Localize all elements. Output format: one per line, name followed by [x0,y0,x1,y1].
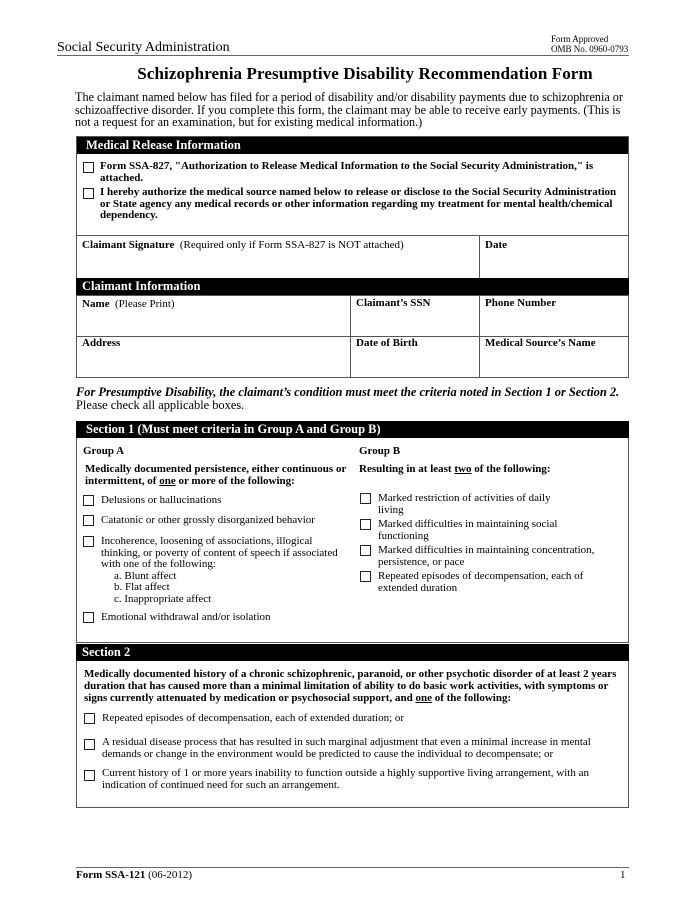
checkbox-catatonic[interactable] [83,515,94,526]
section2-heading: Section 2 [76,644,629,661]
group-a-option [83,515,348,527]
header-divider [57,55,629,56]
group-a-description [85,463,350,487]
claimant-signature-field[interactable] [82,239,404,251]
name-field[interactable] [82,298,175,310]
group-b-option [360,519,620,542]
intro-paragraph: The claimant named below has filed for a period of disability and/or disability payments due to schizophrenia or schizoaffective disorder. If you complete this form, the claimant may be able to receive early payments. (This is not a request for an examination, but for existing medical information.) [75,90,623,129]
form-revision-date: (06-2012) [148,869,193,881]
option-label: Marked difficulties in maintaining concentration, persistence, or pace [378,544,595,568]
name-label: Name [82,298,110,310]
group-a-title: Group A [83,445,125,457]
section1-box [76,438,629,643]
option-label: Repeated episodes of decompensation, each of extended duration; or [102,712,405,724]
option-label: Incoherence, loosening of associations, illogical thinking, or poverty of content of speech if associated with one of the following: [101,535,338,570]
group-a-option [83,612,348,624]
desc-emphasis: two [454,463,472,475]
phone-label: Phone Number [485,297,557,309]
page-number: 1 [620,869,626,881]
phone-field[interactable] [485,297,556,309]
group-b-description [359,463,624,475]
name-note: (Please Print) [115,298,175,310]
column-divider [479,236,480,278]
form-approved-text: Form Approved [551,34,609,44]
signature-label: Claimant Signature [82,239,175,251]
medical-release-heading: Medical Release Information [77,137,628,154]
section1-heading: Section 1 (Must meet criteria in Group A and Group B) [76,421,629,438]
checkbox-residual-disease[interactable] [84,739,95,750]
subitem-flat-affect: b. Flat affect [114,581,170,593]
checkbox-restriction-daily-living[interactable] [360,493,371,504]
option-label: Delusions or hallucinations [101,494,222,506]
presumptive-instructions [76,386,636,412]
desc-text: or more of the following: [175,475,295,487]
section2-box [76,661,629,808]
option-label: Catatonic or other grossly disorganized behavior [101,514,315,526]
desc-text: Medically documented history of a chronic schizophrenic, paranoid, or other psychotic disorder of at least 2 years duration that has caused more than a minimal limitation of ability to do basic work activities, with symptoms or signs currently attenuated by medication or psychosocial support, and [84,668,617,704]
ssn-field[interactable] [356,297,430,309]
checkbox-emotional-withdrawal[interactable] [83,612,94,623]
option-label: Emotional withdrawal and/or isolation [101,611,271,623]
ssn-label: Claimant’s SSN [356,297,431,309]
agency-name: Social Security Administration [57,40,230,55]
checkbox-incoherence[interactable] [83,536,94,547]
desc-text: of the following: [471,463,551,475]
checkbox-social-functioning[interactable] [360,519,371,530]
omb-number: OMB No. 0960-0793 [551,44,629,54]
desc-emphasis: one [415,692,432,704]
signature-row [76,235,629,279]
option-label: Marked difficulties in maintaining social functioning [378,518,558,542]
option-label: A residual disease process that has resulted in such marginal adjustment that even a minimal increase in mental demands or change in the environment would be predicted to cause the individual to decompensate; or [102,736,591,760]
group-b-title: Group B [359,445,401,457]
claimant-info-table [76,295,629,378]
checkbox-supportive-living[interactable] [84,770,95,781]
checkbox-authorize-release[interactable] [83,188,94,199]
dob-label: Date of Birth [356,337,418,349]
checkbox-decompensation-b[interactable] [360,571,371,582]
release-option-authorize [83,187,618,222]
group-b-option [360,493,620,516]
desc-text: Medically documented persistence, either continuous or intermittent, of [85,463,347,487]
address-label: Address [82,337,121,349]
claimant-info-heading: Claimant Information [76,278,629,295]
subitem-blunt-affect: a. Blunt affect [114,569,177,582]
check-boxes-instruction: Please check all applicable boxes. [76,398,245,412]
signature-date-field[interactable] [485,239,507,251]
group-a-option [83,536,345,605]
subitem-inappropriate-affect: c. Inappropriate affect [114,592,212,605]
form-identifier [76,869,192,881]
form-title: Schizophrenia Presumptive Disability Recommendation Form [137,64,593,83]
group-b-option [360,545,620,568]
section2-option [84,713,624,725]
desc-text: of the following: [431,692,512,704]
release-option-ssa827 [83,161,618,184]
dob-field[interactable] [356,337,418,349]
form-number: Form SSA-121 [76,869,146,881]
medical-source-field[interactable] [485,337,596,349]
section2-option [84,737,624,760]
section2-option [84,768,624,791]
date-label: Date [485,239,507,251]
medical-release-section [76,136,629,236]
address-field[interactable] [82,337,120,349]
desc-text: Resulting in at least [359,463,455,475]
release-option-label: Form SSA-827, "Authorization to Release Medical Information to the Social Security Administration," is attached. [100,160,594,184]
release-option-label: I hereby authorize the medical source named below to release or disclose to the Social Security Administration or State agency any medical records or other information regarding my treatment for mental health/chemical dependency. [100,186,617,221]
option-label: Current history of 1 or more years inability to function outside a highly supportive living arrangement, with an indication of continued need for such an arrangement. [102,767,589,791]
option-label: Repeated episodes of decompensation, each of extended duration [378,570,584,594]
option-label: Marked restriction of activities of daily living [378,492,551,516]
group-a-option [83,495,348,507]
desc-emphasis: one [159,475,176,487]
presumptive-criteria-text: For Presumptive Disability, the claimant’s condition must meet the criteria noted in Section 1 or Section 2. [76,385,620,399]
signature-note: (Required only if Form SSA-827 is NOT attached) [179,239,404,251]
section2-description [84,668,624,704]
checkbox-repeated-decompensation[interactable] [84,713,95,724]
option-label-block [101,536,345,605]
checkbox-delusions[interactable] [83,495,94,506]
checkbox-ssa827-attached[interactable] [83,162,94,173]
footer-divider [76,867,629,868]
omb-approval [551,34,628,54]
group-b-option [360,571,620,594]
medical-source-label: Medical Source’s Name [485,337,596,349]
checkbox-concentration[interactable] [360,545,371,556]
